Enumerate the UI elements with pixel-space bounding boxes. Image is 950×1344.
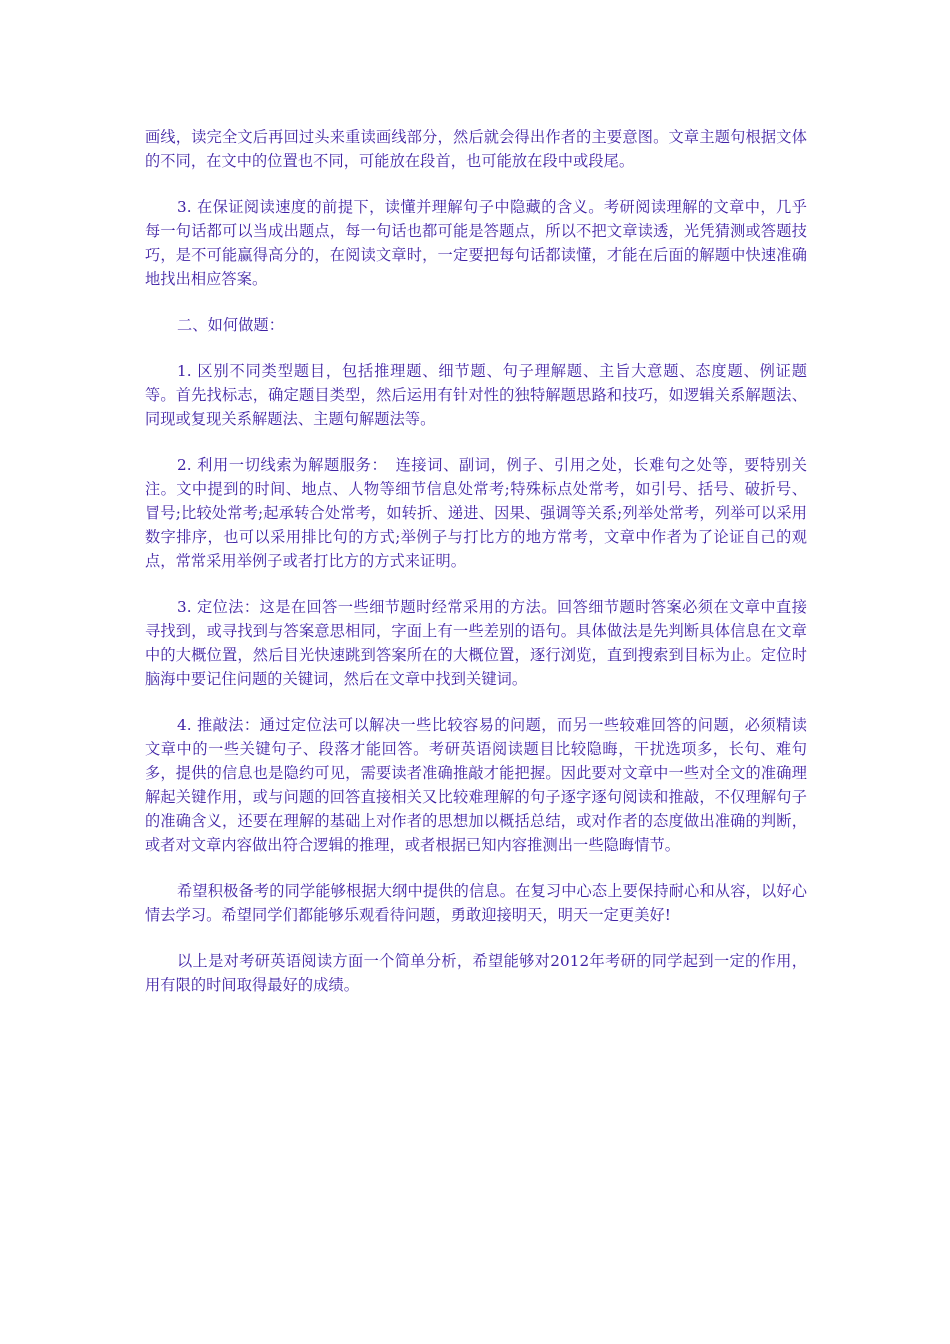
paragraph-point-2-clues: 2. 利用一切线索为解题服务： 连接词、副词，例子、引用之处，长难句之处等，要特别关注。文中提到的时间、地点、人物等细节信息处常考;特殊标点处常考，如引号、括号、破折号、冒号;比较处常考;起承转合处常考，如转折、递进、因果、强调等关系;列举处常考，列举可以采用数字排序，也可以采用排比句的方式;举例子与打比方的地方常考，文章中作者为了论证自己的观点，常常采用举例子或者打比方的方式来证明。 [145,456,807,570]
section-heading-how-to-answer: 二、如何做题： [177,316,285,334]
paragraph-encouragement: 希望积极备考的同学能够根据大纲中提供的信息。在复习中心态上要保持耐心和从容，以好心情去学习。希望同学们都能够乐观看待问题，勇敢迎接明天，明天一定更美好! [145,882,807,924]
paragraph-point-3-locating: 3. 定位法：这是在回答一些细节题时经常采用的方法。回答细节题时答案必须在文章中直接寻找到，或寻找到与答案意思相同，字面上有一些差别的语句。具体做法是先判断具体信息在文章中的大概位置，然后目光快速跳到答案所在的大概位置，逐行浏览，直到搜索到目标为止。定位时脑海中要记住问题的关键词，然后在文章中找到关键词。 [145,598,807,688]
paragraph-continuation: 画线，读完全文后再回过头来重读画线部分，然后就会得出作者的主要意图。文章主题句根据文体的不同，在文中的位置也不同，可能放在段首，也可能放在段中或段尾。 [145,128,807,170]
document-page [145,125,807,1019]
paragraph-point-4-inference: 4. 推敲法：通过定位法可以解决一些比较容易的问题，而另一些较难回答的问题，必须精读文章中的一些关键句子、段落才能回答。考研英语阅读题目比较隐晦，干扰选项多，长句、难句多，提供的信息也是隐约可见，需要读者准确推敲才能把握。因此要对文章中一些对全文的准确理解起关键作用，或与问题的回答直接相关又比较难理解的句子逐字逐句阅读和推敲，不仅理解句子的准确含义，还要在理解的基础上对作者的思想加以概括总结，或对作者的态度做出准确的判断，或者对文章内容做出符合逻辑的推理，或者根据已知内容推测出一些隐晦情节。 [145,716,807,854]
paragraph-point-3-reading: 3. 在保证阅读速度的前提下，读懂并理解句子中隐藏的含义。考研阅读理解的文章中，几乎每一句话都可以当成出题点，每一句话也都可能是答题点，所以不把文章读透，光凭猜测或答题技巧，是不可能赢得高分的，在阅读文章时，一定要把每句话都读懂，才能在后面的解题中快速准确地找出相应答案。 [145,198,807,288]
paragraph-point-1-question-types: 1. 区别不同类型题目，包括推理题、细节题、句子理解题、主旨大意题、态度题、例证题等。首先找标志，确定题目类型，然后运用有针对性的独特解题思路和技巧，如逻辑关系解题法、同现或复现关系解题法、主题句解题法等。 [145,362,807,428]
paragraph-conclusion: 以上是对考研英语阅读方面一个简单分析，希望能够对2012年考研的同学起到一定的作用，用有限的时间取得最好的成绩。 [145,952,807,994]
